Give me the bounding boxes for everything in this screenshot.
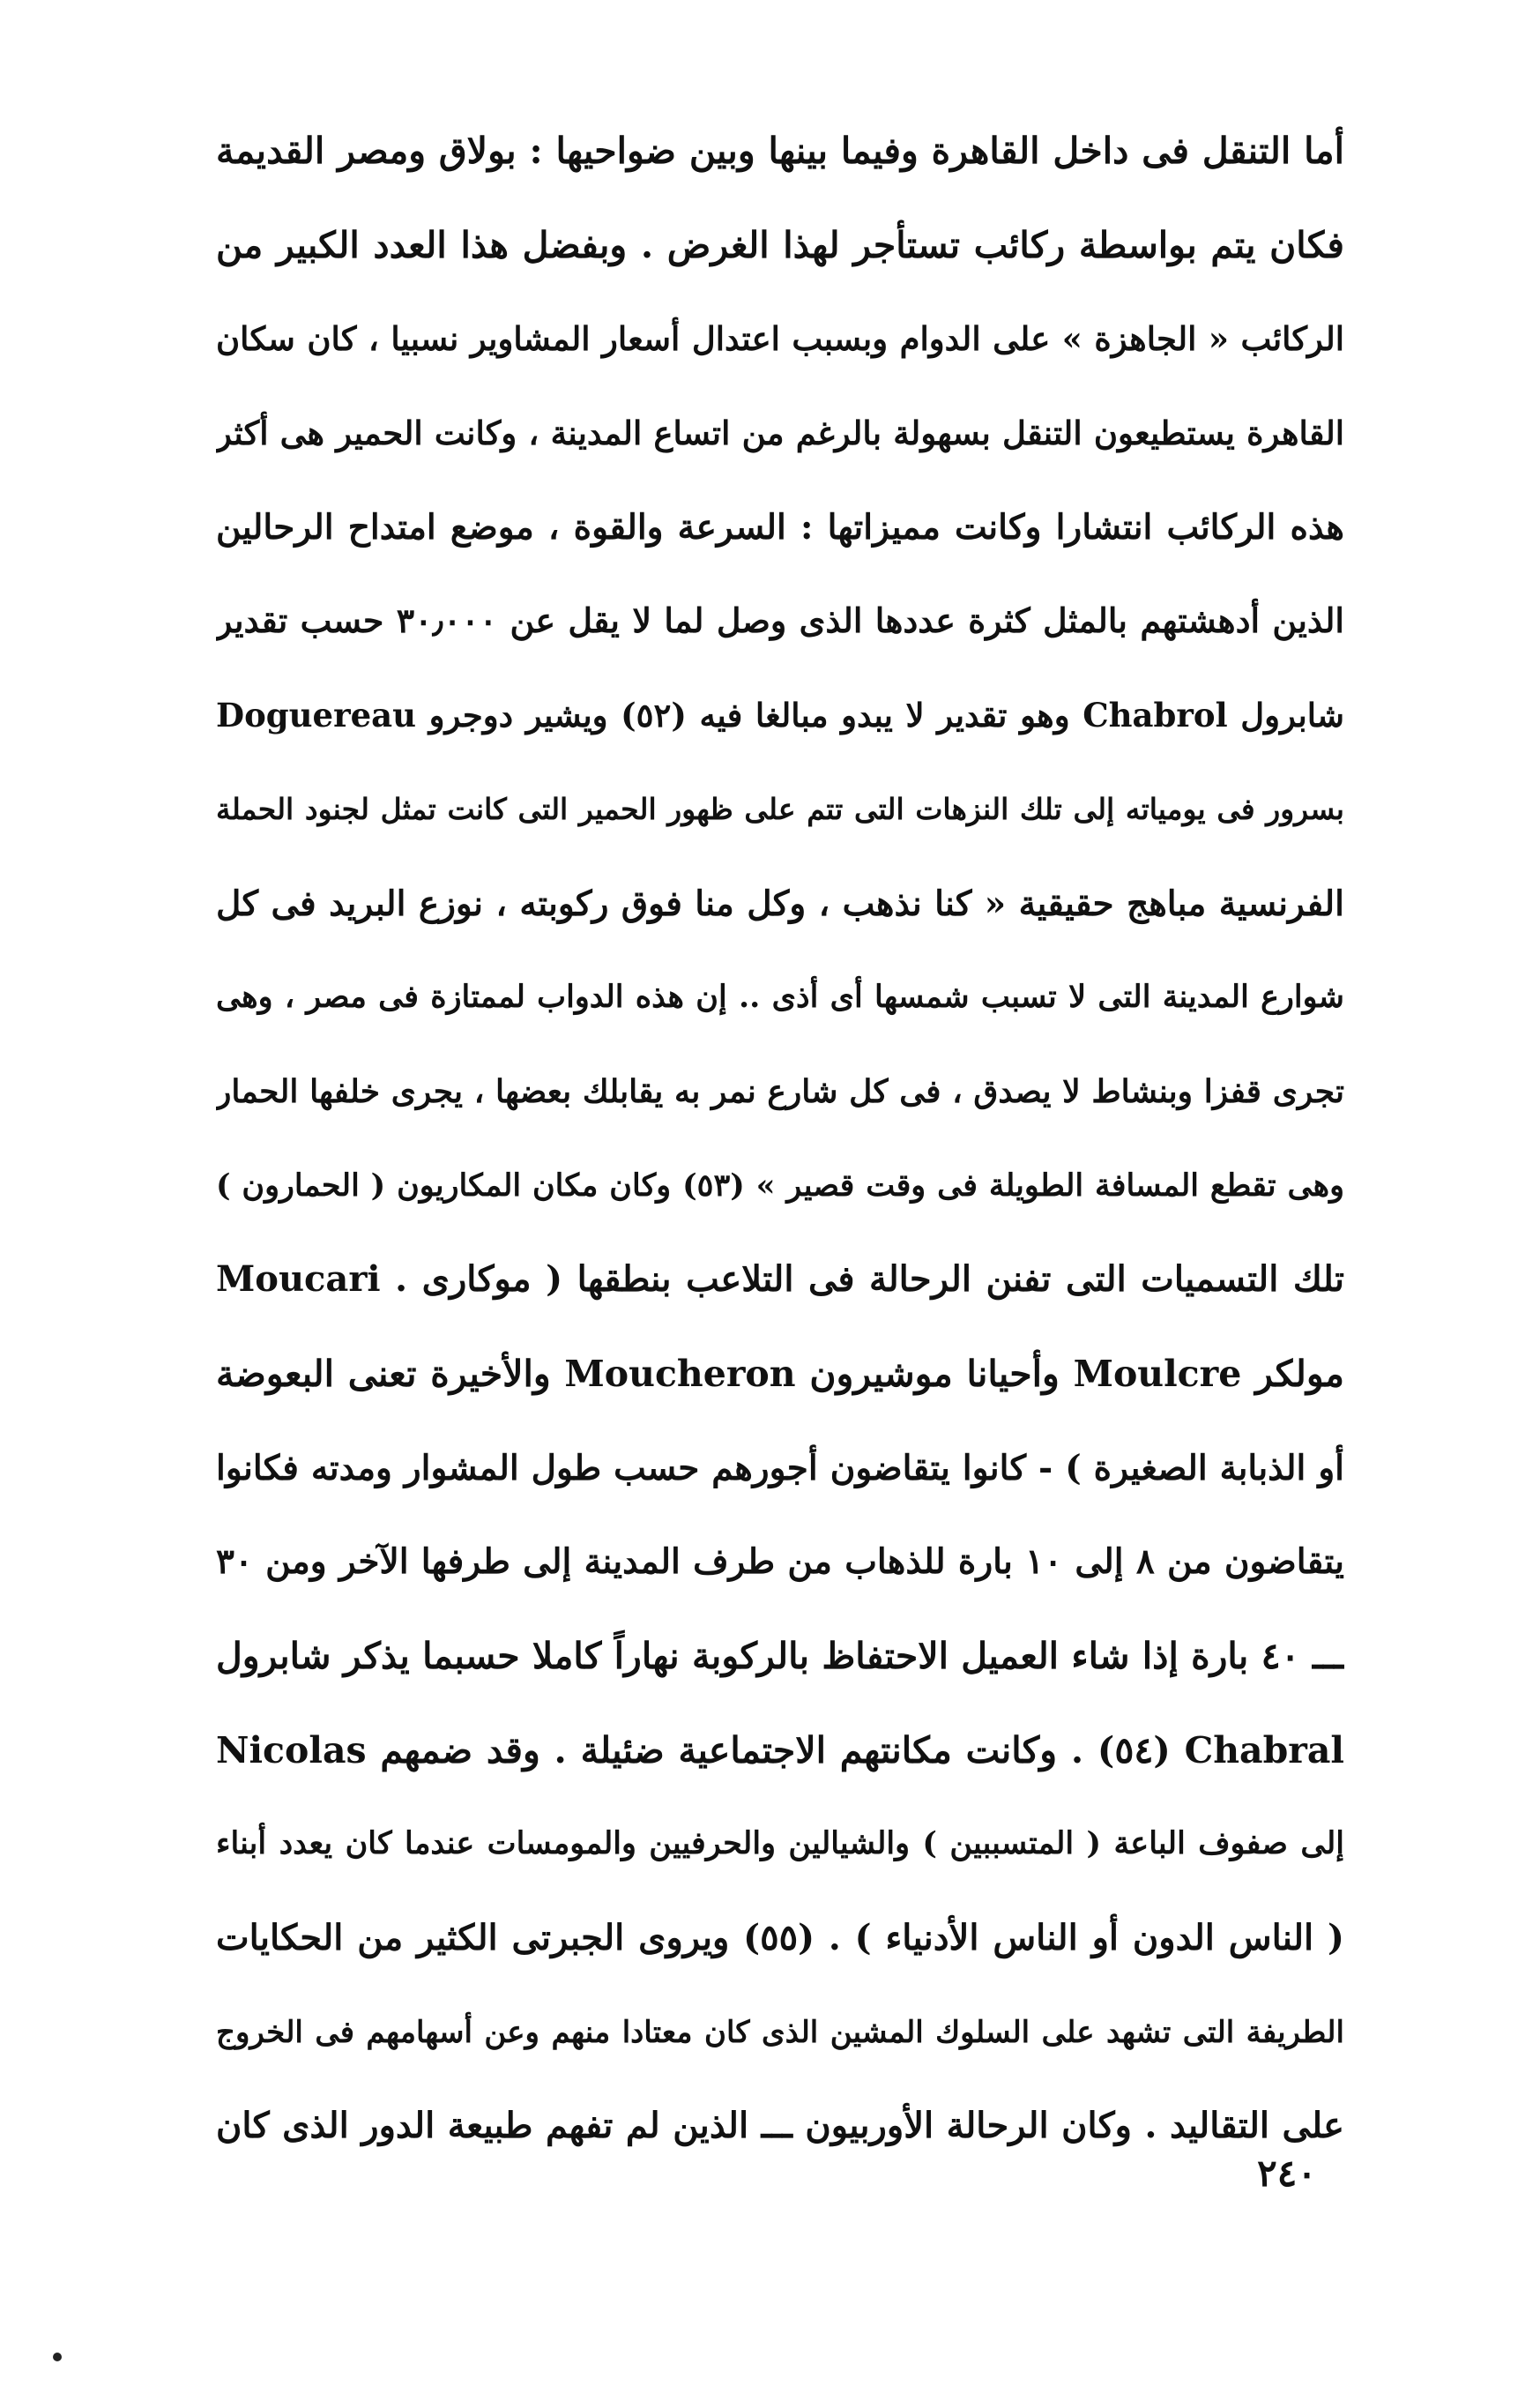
text-line: الفرنسية مباهج حقيقية « كنا نذهب ، وكل منا فوق ركوبته ، نوزع البريد فى كل <box>216 883 1344 924</box>
text-line: مولكر Moulcre وأحيانا موشيرون Moucheron والأخيرة تعنى البعوضة <box>216 1352 1344 1395</box>
text-line: تلك التسميات التى تفنن الرحالة فى التلاعب بنطقها ( موكارى . Moucari <box>216 1258 1344 1301</box>
scan-speck <box>53 2353 62 2361</box>
body-text <box>216 104 1344 2174</box>
text-line: أو الذبابة الصغيرة ) - كانوا يتقاضون أجورهم حسب طول المشوار ومدته فكانوا <box>216 1447 1344 1488</box>
text-line: بسرور فى يومياته إلى تلك النزهات التى تتم على ظهور الحمير التى كانت تمثل لجنود الحملة <box>216 791 1344 826</box>
text-line: القاهرة يستطيعون التنقل بسهولة بالرغم من اتساع المدينة ، وكانت الحمير هى أكثر <box>216 414 1344 453</box>
text-line: تجرى قفزا وبنشاط لا يصدق ، فى كل شارع نمر به يقابلك بعضها ، يجرى خلفها الحمار <box>216 1072 1344 1110</box>
text-line: إلى صفوف الباعة ( المتسببين ) والشيالين والحرفيين والمومسات عندما كان يعدد أبناء <box>216 1825 1344 1862</box>
text-line: Chabral (٥٤) . وكانت مكانتهم الاجتماعية ضئيلة . وقد ضمهم Nicolas <box>216 1728 1344 1771</box>
text-line: الطريفة التى تشهد على السلوك المشين الذى كان معتادا منهم وعن أسهامهم فى الخروج <box>216 2014 1344 2050</box>
text-line: ـــ ٤٠ بارة إذا شاء العميل الاحتفاظ بالركوبة نهاراً كاملا حسبما يذكر شابرول <box>216 1635 1344 1677</box>
page-number: ٢٤٠ <box>1257 2152 1317 2195</box>
text-line: أما التنقل فى داخل القاهرة وفيما بينها وبين ضواحيها : بولاق ومصر القديمة <box>216 130 1344 172</box>
text-line: يتقاضون من ٨ إلى ١٠ بارة للذهاب من طرف المدينة إلى طرفها الآخر ومن ٣٠ <box>216 1541 1344 1583</box>
text-line: وهى تقطع المسافة الطويلة فى وقت قصير » (٥٣) وكان مكان المكاريون ( الحمارون ) <box>216 1167 1344 1204</box>
text-line: فكان يتم بواسطة ركائب تستأجر لهذا الغرض . وبفضل هذا العدد الكبير من <box>216 223 1344 266</box>
text-line: الذين أدهشتهم بالمثل كثرة عددها الذى وصل لما لا يقل عن ٣٠٫٠٠٠ حسب تقدير <box>216 600 1344 641</box>
text-line: على التقاليد . وكان الرحالة الأوربيون ـــ الذين لم تفهم طبيعة الدور الذى كان <box>216 2105 1344 2147</box>
text-line: الركائب « الجاهزة » على الدوام وبسبب اعتدال أسعار المشاوير نسبيا ، كان سكان <box>216 319 1344 359</box>
text-line: ( الناس الدون أو الناس الأدنياء ) . (٥٥) ويروى الجبرتى الكثير من الحكايات <box>216 1917 1344 1959</box>
text-line: شوارع المدينة التى لا تسبب شمسها أى أذى .. إن هذه الدواب لممتازة فى مصر ، وهى <box>216 979 1344 1016</box>
text-line: هذه الركائب انتشارا وكانت مميزاتها : السرعة والقوة ، موضع امتداح الرحالين <box>216 506 1344 548</box>
text-line: شابرول Chabrol وهو تقدير لا يبدو مبالغا فيه (٥٢) ويشير دوجرو Doguereau <box>216 696 1344 735</box>
